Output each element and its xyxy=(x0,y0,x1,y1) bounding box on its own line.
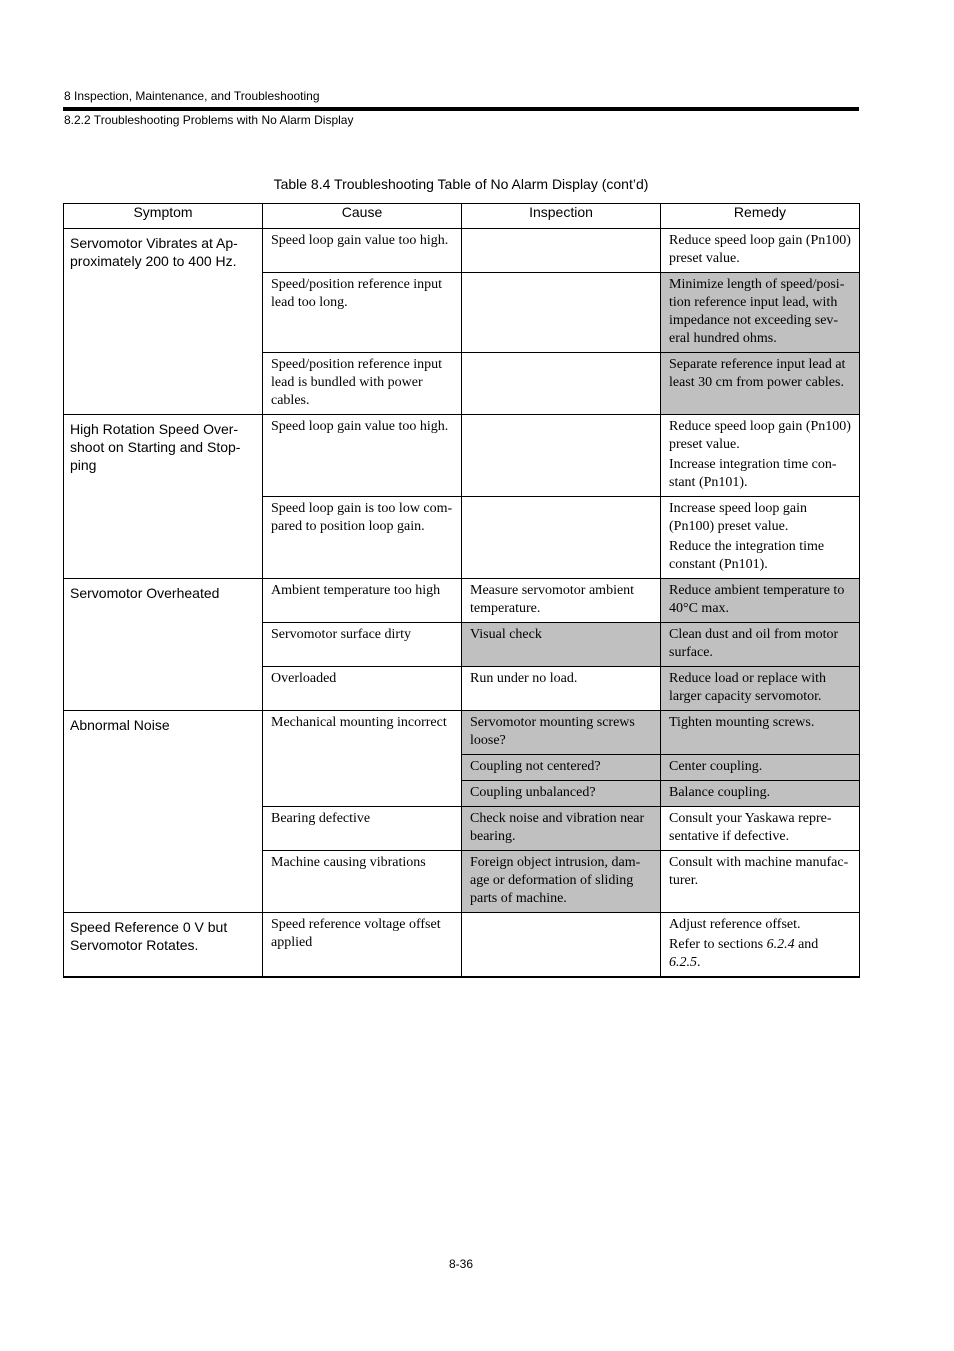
inspection-cell xyxy=(462,273,661,353)
section-header: 8.2.2 Troubleshooting Problems with No Alarm Display xyxy=(64,113,354,127)
inspection-cell xyxy=(462,353,661,415)
remedy-cell: Balance coupling. xyxy=(661,781,860,807)
col-header-remedy: Remedy xyxy=(661,204,860,229)
cause-cell: Machine causing vibrations xyxy=(263,851,462,913)
col-header-cause: Cause xyxy=(263,204,462,229)
cause-cell: Speed reference voltage offset applied xyxy=(263,913,462,978)
header-rule xyxy=(63,107,859,111)
page-number: 8-36 xyxy=(448,1257,474,1271)
cause-cell: Speed loop gain value too high. xyxy=(263,229,462,273)
remedy-cell: Separate reference input lead at least 30 cm from power cables. xyxy=(661,353,860,415)
table-row xyxy=(64,415,860,497)
ref-suffix: . xyxy=(697,955,701,970)
symptom-cell: Abnormal Noise xyxy=(64,711,263,913)
inspection-cell: Visual check xyxy=(462,623,661,667)
remedy-cell xyxy=(661,497,860,579)
inspection-cell xyxy=(462,229,661,273)
inspection-cell: Foreign object intrusion, dam-age or deformation of sliding parts of machine. xyxy=(462,851,661,913)
cause-cell: Bearing defective xyxy=(263,807,462,851)
inspection-cell xyxy=(462,415,661,497)
remedy-line: Increase integration time con-stant (Pn101). xyxy=(669,457,837,490)
remedy-line: Increase speed loop gain (Pn100) preset value. xyxy=(669,501,807,534)
cause-cell: Speed loop gain is too low com-pared to position loop gain. xyxy=(263,497,462,579)
ref-section-link: 6.2.4 xyxy=(766,937,795,952)
ref-section-link: 6.2.5 xyxy=(669,955,697,970)
col-header-symptom: Symptom xyxy=(64,204,263,229)
inspection-cell: Coupling unbalanced? xyxy=(462,781,661,807)
remedy-cell: Consult your Yaskawa repre-sentative if defective. xyxy=(661,807,860,851)
remedy-line: Adjust reference offset. xyxy=(669,917,801,932)
table-row xyxy=(64,579,860,623)
troubleshooting-table xyxy=(63,203,860,978)
table-row xyxy=(64,229,860,273)
cause-cell: Speed/position reference input lead is bundled with power cables. xyxy=(263,353,462,415)
remedy-cell: Center coupling. xyxy=(661,755,860,781)
cause-cell: Mechanical mounting incorrect xyxy=(263,711,462,807)
remedy-cell: Reduce ambient temperature to 40°C max. xyxy=(661,579,860,623)
remedy-cell: Reduce load or replace with larger capacity servomotor. xyxy=(661,667,860,711)
inspection-cell xyxy=(462,913,661,978)
cause-cell: Speed loop gain value too high. xyxy=(263,415,462,497)
cause-cell: Ambient temperature too high xyxy=(263,579,462,623)
chapter-header: 8 Inspection, Maintenance, and Troubleshooting xyxy=(64,89,320,103)
remedy-cell xyxy=(661,415,860,497)
table-row xyxy=(64,913,860,978)
symptom-cell: High Rotation Speed Over-shoot on Starting and Stop-ping xyxy=(64,415,263,579)
col-header-inspection: Inspection xyxy=(462,204,661,229)
remedy-line: Reduce the integration time constant (Pn101). xyxy=(669,539,825,572)
remedy-cell: Tighten mounting screws. xyxy=(661,711,860,755)
inspection-cell: Measure servomotor ambient temperature. xyxy=(462,579,661,623)
table-caption: Table 8.4 Troubleshooting Table of No Alarm Display (cont’d) xyxy=(273,176,649,192)
remedy-cell: Clean dust and oil from motor surface. xyxy=(661,623,860,667)
symptom-cell: Servomotor Overheated xyxy=(64,579,263,711)
table-header-row xyxy=(64,204,860,229)
inspection-cell: Coupling not centered? xyxy=(462,755,661,781)
inspection-cell xyxy=(462,497,661,579)
remedy-reference xyxy=(669,936,853,972)
ref-mid: and xyxy=(794,937,819,952)
table-row xyxy=(64,711,860,755)
inspection-cell: Run under no load. xyxy=(462,667,661,711)
remedy-cell: Minimize length of speed/posi-tion reference input lead, with impedance not exceeding sev-eral hundred ohms. xyxy=(661,273,860,353)
remedy-cell: Consult with machine manufac-turer. xyxy=(661,851,860,913)
inspection-cell: Check noise and vibration near bearing. xyxy=(462,807,661,851)
remedy-cell: Reduce speed loop gain (Pn100) preset value. xyxy=(661,229,860,273)
remedy-cell xyxy=(661,913,860,978)
ref-prefix: Refer to sections xyxy=(669,937,767,952)
symptom-cell: Speed Reference 0 V but Servomotor Rotates. xyxy=(64,913,263,978)
symptom-cell: Servomotor Vibrates at Ap-proximately 200 to 400 Hz. xyxy=(64,229,263,415)
inspection-cell: Servomotor mounting screws loose? xyxy=(462,711,661,755)
cause-cell: Overloaded xyxy=(263,667,462,711)
remedy-line: Reduce speed loop gain (Pn100) preset value. xyxy=(669,419,851,452)
cause-cell: Servomotor surface dirty xyxy=(263,623,462,667)
cause-cell: Speed/position reference input lead too long. xyxy=(263,273,462,353)
